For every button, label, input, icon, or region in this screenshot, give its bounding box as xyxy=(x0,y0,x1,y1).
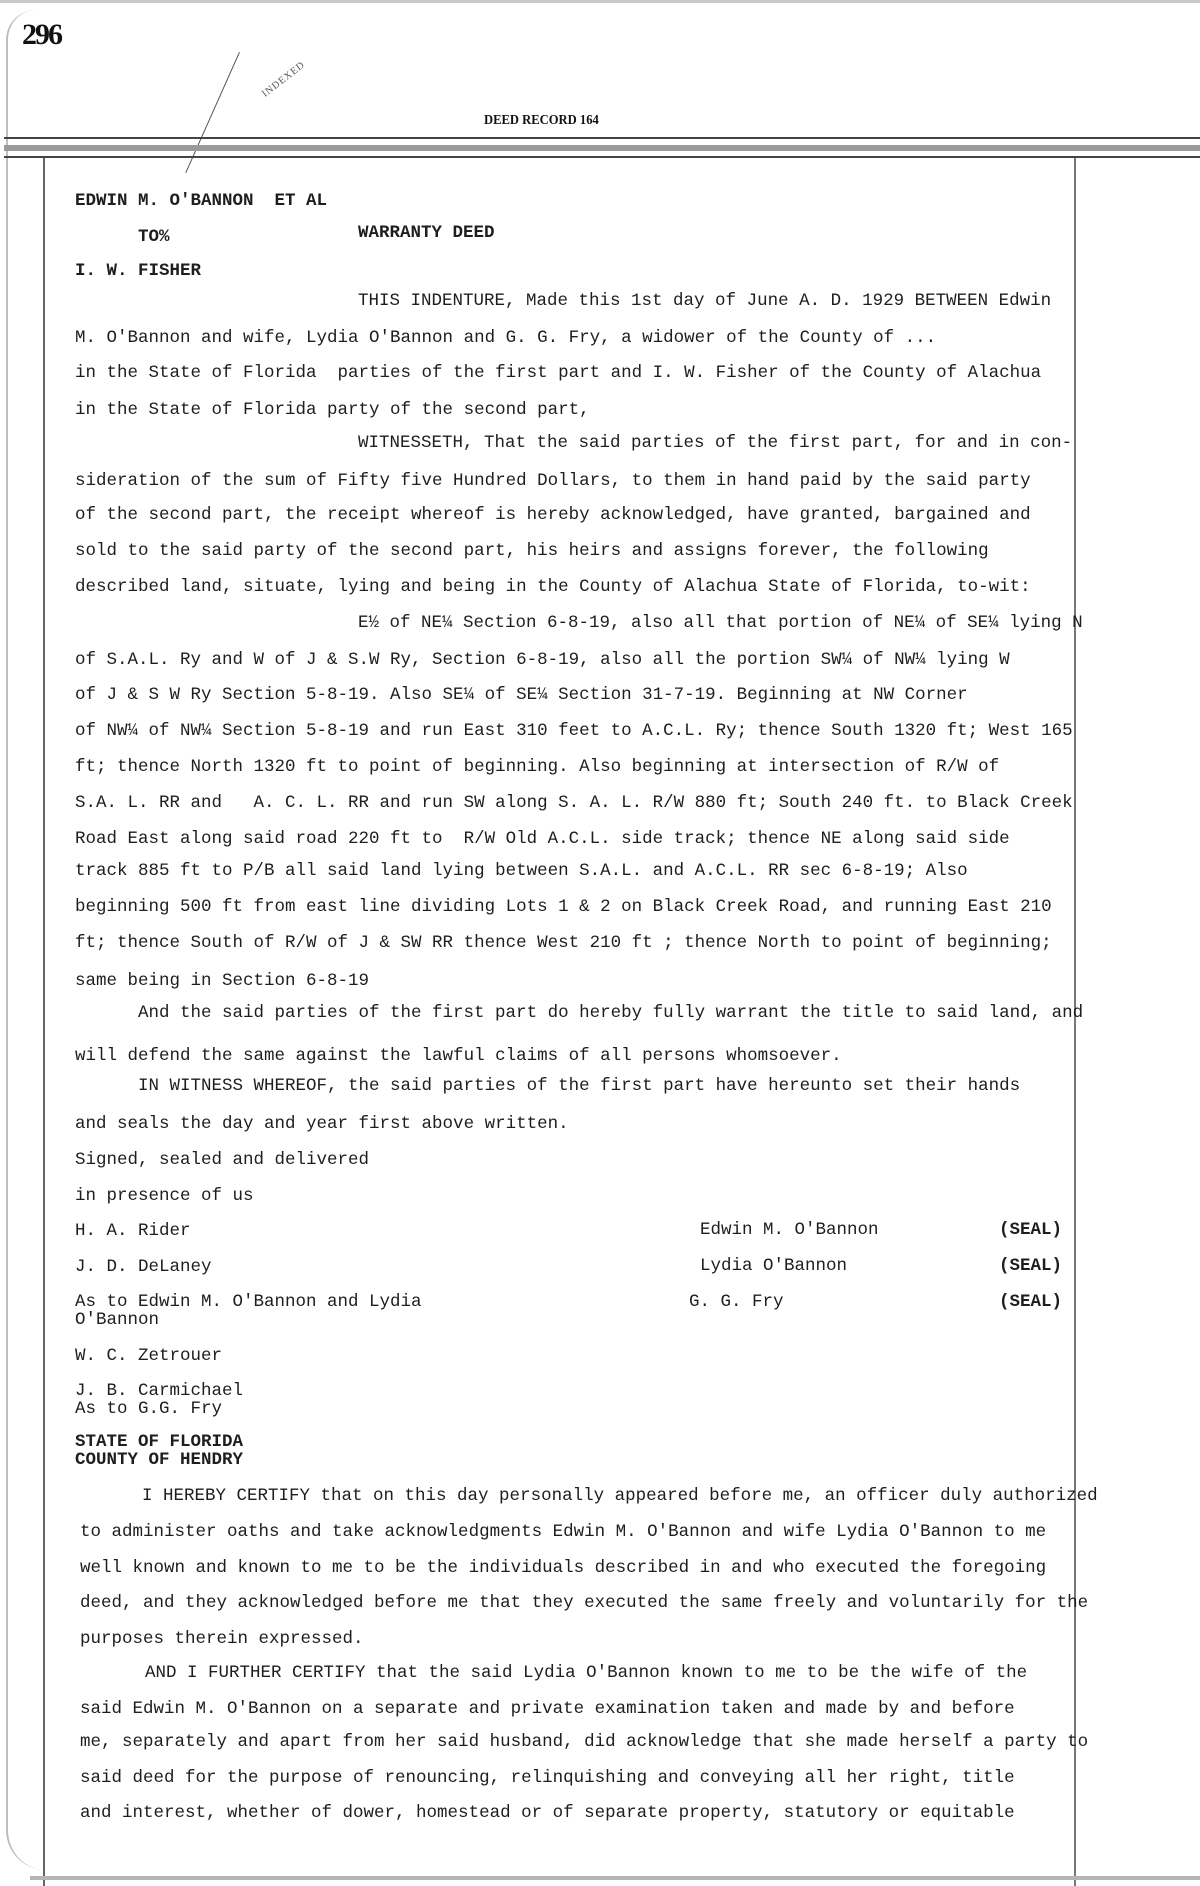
seal-mark: (SEAL) xyxy=(999,1220,1063,1240)
acknowledgment-line: well known and known to me to be the individuals described in and who executed the foregoing xyxy=(80,1558,1047,1578)
legal-description-line: same being in Section 6-8-19 xyxy=(75,971,370,991)
presence-line: in presence of us xyxy=(75,1186,254,1206)
header-rule xyxy=(4,137,1200,139)
indexed-stamp: INDEXED xyxy=(260,59,308,100)
body-line: in the State of Florida party of the second part, xyxy=(75,400,590,420)
witness-name: W. C. Zetrouer xyxy=(75,1346,223,1366)
legal-description-line: track 885 ft to P/B all said land lying between S.A.L. and A.C.L. RR sec 6-8-19; Also xyxy=(75,861,968,881)
acknowledgment-line: deed, and they acknowledged before me that they executed the same freely and voluntarily for the xyxy=(80,1593,1089,1613)
body-line: sold to the said party of the second part, his heirs and assigns forever, the following xyxy=(75,541,989,561)
seal-mark: (SEAL) xyxy=(999,1292,1063,1312)
body-line: M. O'Bannon and wife, Lydia O'Bannon and G. G. Fry, a widower of the County of ... xyxy=(75,328,937,348)
witness-name: J. D. DeLaney xyxy=(75,1257,212,1277)
witness-name: J. B. Carmichael xyxy=(75,1381,244,1401)
body-line: of the second part, the receipt whereof is hereby acknowledged, have granted, bargained and xyxy=(75,505,1031,525)
deed-type: WARRANTY DEED xyxy=(358,223,495,243)
legal-description-line: of J & S W Ry Section 5-8-19. Also SE¼ of SE¼ Section 31-7-19. Beginning at NW Corner xyxy=(75,685,968,705)
legal-description-line: of S.A.L. Ry and W of J & S.W Ry, Section 6-8-19, also all the portion SW¼ of NW¼ lying W xyxy=(75,650,1010,670)
grantor: EDWIN M. O'BANNON ET AL xyxy=(75,191,328,211)
acknowledgment-line: I HEREBY CERTIFY that on this day personally appeared before me, an officer duly authorized xyxy=(142,1486,1098,1506)
seal-mark: (SEAL) xyxy=(999,1256,1063,1276)
witness-name: H. A. Rider xyxy=(75,1221,191,1241)
witness-clause: and seals the day and year first above written. xyxy=(75,1114,569,1134)
body-line: in the State of Florida parties of the first part and I. W. Fisher of the County of Alachua xyxy=(75,363,1042,383)
legal-description-line: ft; thence South of R/W of J & SW RR thence West 210 ft ; thence North to point of beginning; xyxy=(75,933,1052,953)
left-margin-line xyxy=(43,158,45,1886)
signed-sealed-line: Signed, sealed and delivered xyxy=(75,1150,370,1170)
body-line: WITNESSETH, That the said parties of the first part, for and in con- xyxy=(358,433,1073,453)
signer-name: Lydia O'Bannon xyxy=(700,1256,848,1276)
page-number: 296 xyxy=(22,18,61,51)
record-title: DEED RECORD 164 xyxy=(484,113,599,128)
legal-description-line: ft; thence North 1320 ft to point of beginning. Also beginning at intersection of R/W of xyxy=(75,757,1000,777)
legal-description-line: Road East along said road 220 ft to R/W Old A.C.L. side track; thence NE along said side xyxy=(75,829,1010,849)
signer-name: Edwin M. O'Bannon xyxy=(700,1220,879,1240)
venue-county: COUNTY OF HENDRY xyxy=(75,1450,244,1470)
acknowledgment-line: me, separately and apart from her said husband, did acknowledge that she made herself a party to xyxy=(80,1732,1089,1752)
body-line: sideration of the sum of Fifty five Hundred Dollars, to them in hand paid by the said party xyxy=(75,471,1031,491)
body-line: described land, situate, lying and being in the County of Alachua State of Florida, to-wit: xyxy=(75,577,1031,597)
legal-description-line: beginning 500 ft from east line dividing Lots 1 & 2 on Black Creek Road, and running East 210 xyxy=(75,897,1052,917)
legal-description-line: S.A. L. RR and A. C. L. RR and run SW along S. A. L. R/W 880 ft; South 240 ft. to Black Creek xyxy=(75,793,1073,813)
witness-note: As to Edwin M. O'Bannon and Lydia xyxy=(75,1292,422,1312)
header-rule xyxy=(4,156,1200,158)
acknowledgment-line: purposes therein expressed. xyxy=(80,1629,364,1649)
acknowledgment-line: AND I FURTHER CERTIFY that the said Lydia O'Bannon known to me to be the wife of the xyxy=(145,1663,1028,1683)
body-line: THIS INDENTURE, Made this 1st day of June A. D. 1929 BETWEEN Edwin xyxy=(358,291,1052,311)
legal-description-line: of NW¼ of NW¼ Section 5-8-19 and run East 310 feet to A.C.L. Ry; thence South 1320 ft; West 165 xyxy=(75,721,1073,741)
witness-note: As to G.G. Fry xyxy=(75,1399,223,1419)
acknowledgment-line: to administer oaths and take acknowledgments Edwin M. O'Bannon and wife Lydia O'Bannon to me xyxy=(80,1522,1047,1542)
venue-state: STATE OF FLORIDA xyxy=(75,1432,244,1452)
warranty-line: will defend the same against the lawful claims of all persons whomsoever. xyxy=(75,1046,842,1066)
witness-clause: IN WITNESS WHEREOF, the said parties of the first part have hereunto set their hands xyxy=(138,1076,1021,1096)
acknowledgment-line: said Edwin M. O'Bannon on a separate and private examination taken and made by and before xyxy=(80,1699,1015,1719)
acknowledgment-line: and interest, whether of dower, homestead or of separate property, statutory or equitable xyxy=(80,1803,1015,1823)
page-curl xyxy=(6,10,48,1870)
page-bottom-edge xyxy=(30,1876,1200,1880)
signer-name: G. G. Fry xyxy=(689,1292,784,1312)
page-top-edge xyxy=(0,0,1200,3)
legal-description-line: E½ of NE¼ Section 6-8-19, also all that portion of NE¼ of SE¼ lying N xyxy=(358,613,1083,633)
witness-note: O'Bannon xyxy=(75,1310,160,1330)
warranty-line: And the said parties of the first part do hereby fully warrant the title to said land, and xyxy=(138,1003,1084,1023)
acknowledgment-line: said deed for the purpose of renouncing, relinquishing and conveying all her right, title xyxy=(80,1768,1015,1788)
caption-to: TO% xyxy=(138,227,170,247)
header-rule xyxy=(4,145,1200,151)
grantee: I. W. FISHER xyxy=(75,261,202,281)
index-mark-line xyxy=(185,52,240,173)
